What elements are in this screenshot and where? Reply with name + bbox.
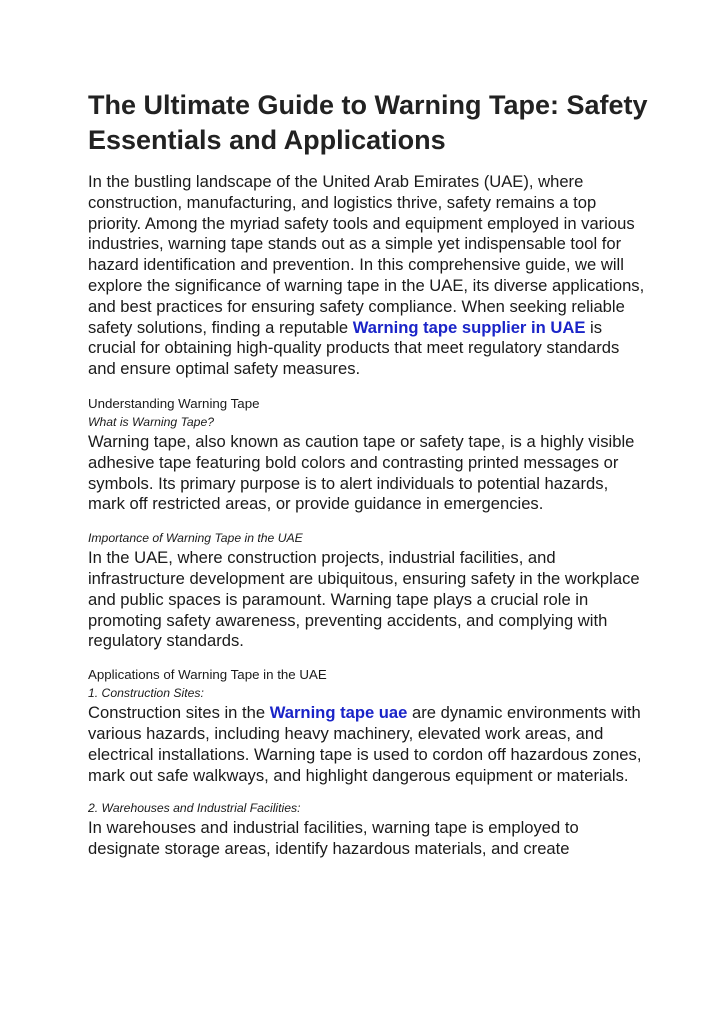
document-title: The Ultimate Guide to Warning Tape: Safety Essentials and Applications xyxy=(88,90,648,155)
intro-paragraph xyxy=(88,172,648,380)
what-is-subheading: What is Warning Tape? xyxy=(88,414,215,429)
construction-text-before-link: Construction sites in the xyxy=(88,703,270,723)
warning-tape-supplier-link[interactable]: Warning tape supplier in UAE xyxy=(352,317,586,337)
warehouses-paragraph: In warehouses and industrial facilities, warning tape is employed to designate storage areas, identify hazardous materials, and create xyxy=(88,818,579,859)
construction-text-after-link: are dynamic environments with various hazards, including heavy machinery, elevated work areas, and electrical installations. Warning tape is used to cordon off hazardous zones, mark out safe walkways, and highlight dangerous equipment or materials. xyxy=(88,703,642,785)
importance-paragraph: In the UAE, where construction projects, industrial facilities, and infrastructure development are ubiquitous, ensuring safety in the workplace and public spaces is paramount. Warning tape plays a crucial role in promoting safety awareness, preventing accidents, and complying with regulatory standards. xyxy=(88,548,640,651)
construction-paragraph xyxy=(88,703,648,786)
understanding-heading: Understanding Warning Tape xyxy=(88,395,260,411)
construction-subheading: 1. Construction Sites: xyxy=(88,686,204,701)
intro-text-before-link: In the bustling landscape of the United Arab Emirates (UAE), where construction, manufacturing, and logistics thrive, safety remains a top priority. Among the myriad safety tools and equipment employed in various industries, warning tape stands out as a simple yet indispensable tool for hazard identification and prevention. In this comprehensive guide, we will explore the significance of warning tape in the UAE, its diverse applications, and best practices for ensuring safety compliance. When seeking reliable safety solutions, finding a reputable xyxy=(88,172,645,337)
document-page xyxy=(88,88,648,860)
understanding-paragraph: Warning tape, also known as caution tape or safety tape, is a highly visible adhesive tape featuring bold colors and contrasting printed messages or symbols. Its primary purpose is to alert individuals to potential hazards, mark off restricted areas, or provide guidance in emergencies. xyxy=(88,431,635,514)
importance-subheading: Importance of Warning Tape in the UAE xyxy=(88,531,303,546)
applications-heading: Applications of Warning Tape in the UAE xyxy=(88,667,327,683)
warning-tape-uae-link[interactable]: Warning tape uae xyxy=(269,703,408,723)
intro-text-after-link: is crucial for obtaining high-quality products that meet regulatory standards and ensure optimal safety measures. xyxy=(88,317,620,379)
warehouses-subheading: 2. Warehouses and Industrial Facilities: xyxy=(88,801,301,816)
